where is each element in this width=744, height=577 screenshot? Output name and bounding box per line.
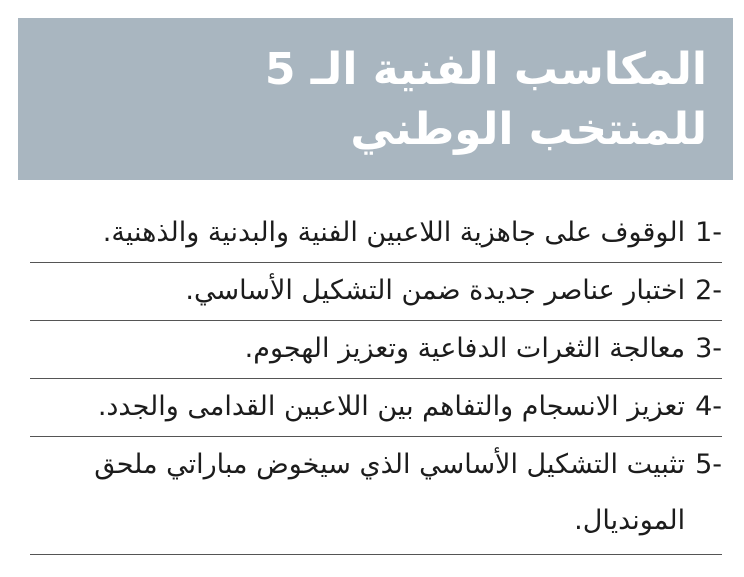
item-text: اختبار عناصر جديدة ضمن التشكيل الأساسي. <box>185 275 686 306</box>
title-banner <box>18 18 733 180</box>
item-number: 1- <box>695 217 722 248</box>
list-item <box>30 379 722 437</box>
list-item <box>30 263 722 321</box>
list-item <box>30 321 722 379</box>
item-text: معالجة الثغرات الدفاعية وتعزيز الهجوم. <box>244 333 686 364</box>
item-text: الوقوف على جاهزية اللاعبين الفنية والبدنية والذهنية. <box>102 217 686 248</box>
item-number: 5- <box>695 449 722 480</box>
item-number: 2- <box>695 275 722 306</box>
item-number: 3- <box>695 333 722 364</box>
item-text: تثبيت التشكيل الأساسي الذي سيخوض مباراتي ملحق المونديال. <box>94 449 686 536</box>
page-title: المكاسب الفنية الـ 5 للمنتخب الوطني <box>264 44 707 155</box>
list-item <box>30 437 722 555</box>
gains-list <box>30 205 722 555</box>
item-text: تعزيز الانسجام والتفاهم بين اللاعبين القدامى والجدد. <box>97 391 686 422</box>
item-number: 4- <box>695 391 722 422</box>
list-item <box>30 205 722 263</box>
